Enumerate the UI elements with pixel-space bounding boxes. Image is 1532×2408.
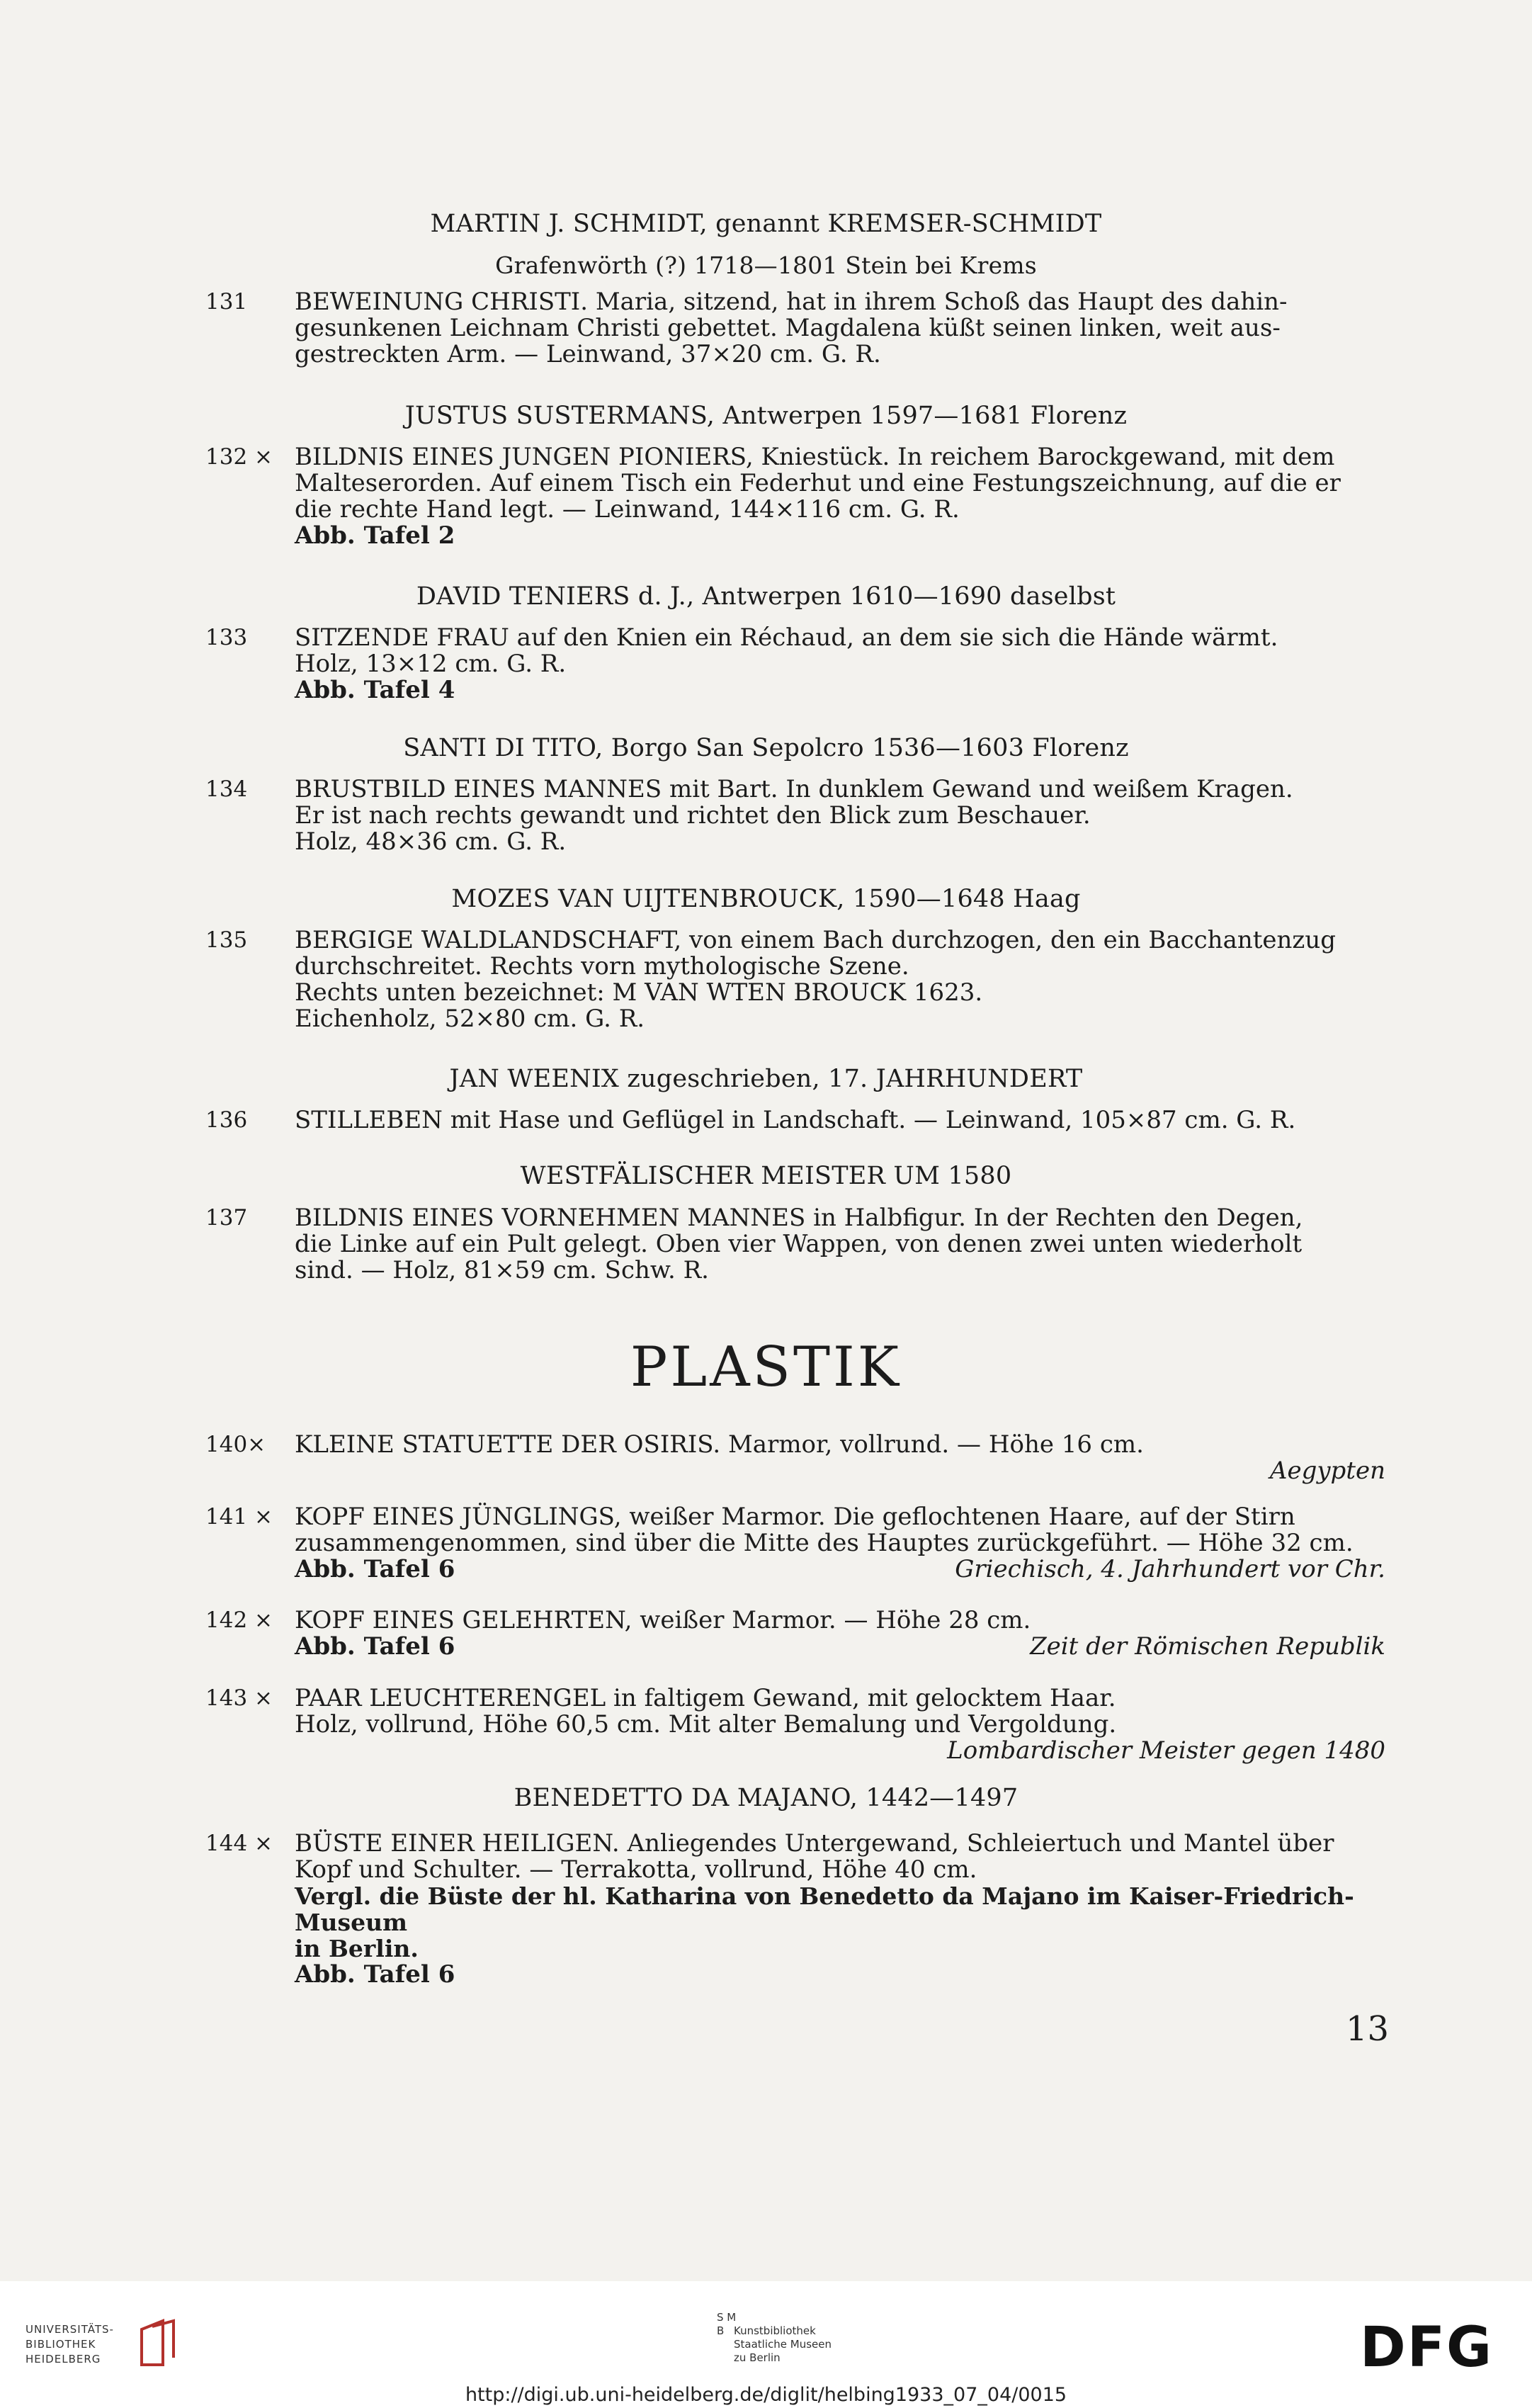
entry-line: die Linke auf ein Pult gelegt. Oben vier Wappen, von denen zwei unten wiederholt — [295, 1230, 1303, 1258]
entry-text — [295, 289, 1385, 368]
entry-line: KOPF EINES JÜNGLINGS, weißer Marmor. Die geflochtenen Haare, auf der Stirn — [295, 1503, 1295, 1531]
entry-line: zusammengenommen, sind über die Mitte des Hauptes zurückgeführt. — Höhe 32 cm. — [295, 1529, 1354, 1557]
library-line: BIBLIOTHEK — [25, 2338, 96, 2351]
entry-line: SITZENDE FRAU auf den Knien ein Réchaud, an dem sie sich die Hände wärmt. — [295, 623, 1278, 652]
artist-dates: Grafenwörth (?) 1718—1801 Stein bei Krems — [495, 251, 1037, 279]
entry-reference: Vergl. die Büste der hl. Katharina von Benedetto da Majano im Kaiser-Friedrich-Museum — [295, 1882, 1354, 1936]
smb-line: zu Berlin — [734, 2351, 781, 2364]
entry-text — [295, 1205, 1385, 1284]
entry-line: STILLEBEN mit Hase und Geflügel in Landschaft. — Leinwand, 105×87 cm. G. R. — [295, 1106, 1296, 1134]
plate-reference: Abb. Tafel 4 — [295, 676, 455, 704]
entry-text — [295, 1107, 1385, 1134]
entry-text — [295, 1504, 1385, 1583]
entry-number: 140× — [205, 1432, 266, 1457]
entry-text — [295, 444, 1385, 549]
artist-heading: DAVID TENIERS d. J., Antwerpen 1610—1690 daselbst — [416, 582, 1116, 611]
entry-number: 142 × — [205, 1607, 273, 1633]
plate-reference: Abb. Tafel 6 — [295, 1555, 455, 1583]
artist-heading: WESTFÄLISCHER MEISTER UM 1580 — [520, 1162, 1012, 1190]
entry-number: 143 × — [205, 1685, 273, 1711]
smb-name — [734, 2324, 832, 2365]
entry-line: PAAR LEUCHTERENGEL in faltigem Gewand, mit gelocktem Haar. — [295, 1684, 1116, 1712]
entry-text — [295, 776, 1385, 855]
entry-line: BILDNIS EINES VORNEHMEN MANNES in Halbfigur. In der Rechten den Degen, — [295, 1204, 1303, 1232]
artist-heading: MARTIN J. SCHMIDT, genannt KREMSER-SCHMIDT — [430, 210, 1102, 238]
page-number: 13 — [1346, 2009, 1390, 2049]
smb-line: Staatliche Museen — [734, 2338, 832, 2351]
entry-line: durchschreitet. Rechts vorn mythologische Szene. — [295, 952, 909, 980]
entry-line: Eichenholz, 52×80 cm. G. R. — [295, 1005, 645, 1033]
entry-line: gesunkenen Leichnam Christi gebettet. Magdalena küßt seinen linken, weit aus- — [295, 314, 1281, 342]
entry-origin: Aegypten — [1269, 1457, 1385, 1485]
entry-number: 136 — [205, 1107, 248, 1133]
smb-letters: S M — [717, 2311, 737, 2324]
entry-number: 131 — [205, 289, 248, 315]
entry-line: KOPF EINES GELEHRTEN, weißer Marmor. — Höhe 28 cm. — [295, 1606, 1031, 1634]
entry-line: BÜSTE EINER HEILIGEN. Anliegendes Untergewand, Schleiertuch und Mantel über — [295, 1829, 1334, 1858]
entry-text — [295, 1607, 1385, 1660]
artist-heading: BENEDETTO DA MAJANO, 1442—1497 — [513, 1784, 1019, 1812]
entry-line: BEWEINUNG CHRISTI. Maria, sitzend, hat in ihrem Schoß das Haupt des dahin- — [295, 288, 1288, 316]
entry-line: Holz, vollrund, Höhe 60,5 cm. Mit alter Bemalung und Vergoldung. — [295, 1710, 1117, 1739]
entry-line: Holz, 13×12 cm. G. R. — [295, 650, 567, 678]
entry-text — [295, 1685, 1385, 1764]
entry-text — [295, 1831, 1385, 1988]
smb-line: Kunstbibliothek — [734, 2324, 816, 2337]
entry-line: Kopf und Schulter. — Terrakotta, vollrund, Höhe 40 cm. — [295, 1855, 977, 1884]
plate-reference: Abb. Tafel 6 — [295, 1632, 455, 1661]
entry-reference: in Berlin. — [295, 1935, 419, 1962]
library-name — [25, 2322, 114, 2367]
entry-number: 134 — [205, 776, 248, 802]
entry-line: BERGIGE WALDLANDSCHAFT, von einem Bach durchzogen, den ein Bacchantenzug — [295, 926, 1337, 954]
library-logo-icon — [135, 2315, 184, 2372]
entry-number: 132 × — [205, 444, 273, 470]
plate-reference: Abb. Tafel 6 — [295, 1960, 455, 1989]
source-url[interactable]: http://digi.ub.uni-heidelberg.de/diglit/helbing1933_07_04/0015 — [465, 2384, 1067, 2406]
entry-line: gestreckten Arm. — Leinwand, 37×20 cm. G. R. — [295, 340, 881, 368]
entry-text — [295, 625, 1385, 703]
artist-heading: JAN WEENIX zugeschrieben, 17. JAHRHUNDERT — [449, 1065, 1083, 1093]
entry-origin: Zeit der Römischen Republik — [1030, 1632, 1385, 1661]
entry-text — [295, 1432, 1385, 1484]
entry-number: 144 × — [205, 1831, 273, 1856]
entry-number: 141 × — [205, 1504, 273, 1530]
entry-line: Holz, 48×36 cm. G. R. — [295, 827, 567, 856]
entry-number: 133 — [205, 625, 248, 650]
entry-number: 137 — [205, 1205, 248, 1231]
entry-line: KLEINE STATUETTE DER OSIRIS. Marmor, vollrund. — Höhe 16 cm. — [295, 1430, 1144, 1459]
entry-number: 135 — [205, 927, 248, 953]
entry-text — [295, 927, 1385, 1032]
entry-line: sind. — Holz, 81×59 cm. Schw. R. — [295, 1256, 709, 1284]
section-title: PLASTIK — [630, 1335, 902, 1399]
smb-letters: B — [717, 2324, 725, 2337]
entry-line: die rechte Hand legt. — Leinwand, 144×116 cm. G. R. — [295, 495, 960, 524]
plate-reference: Abb. Tafel 2 — [295, 521, 455, 550]
artist-heading: SANTI DI TITO, Borgo San Sepolcro 1536—1603 Florenz — [403, 734, 1129, 762]
entry-line: Malteserorden. Auf einem Tisch ein Federhut und eine Festungszeichnung, auf die er — [295, 469, 1341, 497]
library-line: UNIVERSITÄTS- — [25, 2323, 114, 2336]
dfg-logo: DFG — [1360, 2316, 1494, 2380]
entry-line: BILDNIS EINES JUNGEN PIONIERS, Kniestück. In reichem Barockgewand, mit dem — [295, 443, 1335, 471]
entry-line: Rechts unten bezeichnet: M VAN WTEN BROUCK 1623. — [295, 978, 983, 1007]
entry-line: Er ist nach rechts gewandt und richtet den Blick zum Beschauer. — [295, 801, 1091, 830]
entry-origin: Griechisch, 4. Jahrhundert vor Chr. — [955, 1555, 1385, 1583]
artist-heading: JUSTUS SUSTERMANS, Antwerpen 1597—1681 Florenz — [404, 402, 1128, 430]
library-line: HEIDELBERG — [25, 2353, 101, 2365]
artist-heading: MOZES VAN UIJTENBROUCK, 1590—1648 Haag — [451, 885, 1081, 913]
entry-line: BRUSTBILD EINES MANNES mit Bart. In dunklem Gewand und weißem Kragen. — [295, 775, 1293, 803]
entry-origin: Lombardischer Meister gegen 1480 — [947, 1736, 1385, 1765]
